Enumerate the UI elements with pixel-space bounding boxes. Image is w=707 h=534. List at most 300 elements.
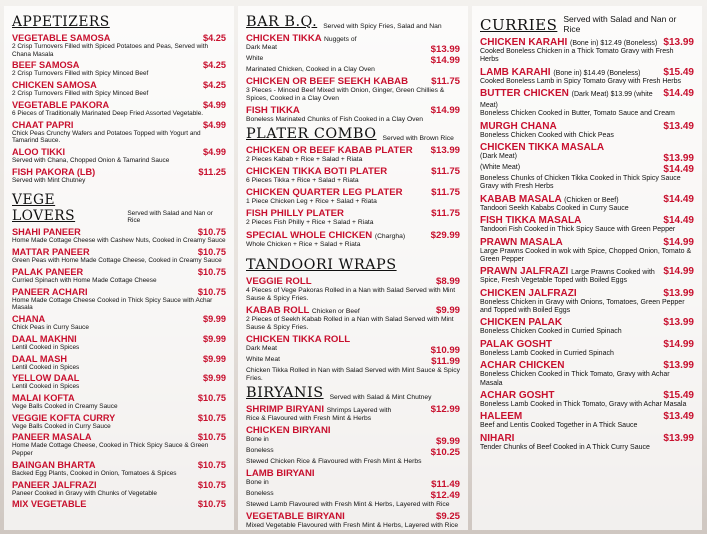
menu-item-note: Chicken or Beef xyxy=(311,307,360,315)
menu-item xyxy=(480,194,694,213)
menu-item-name: VEGGIE ROLL xyxy=(246,275,312,287)
menu-item-note: (Dark Meat) $13.99 (white Meat) xyxy=(480,91,653,110)
menu-item-price: $13.99 xyxy=(663,317,694,329)
menu-item-desc: 2 Crisp Turnovers Filled with Spiced Potatoes and Peas, Served with Chana Masala xyxy=(12,43,209,58)
price-option-label: (White Meat) xyxy=(480,163,521,171)
menu-item-name: ACHAR GOSHT xyxy=(480,390,555,402)
menu-item-row xyxy=(12,80,226,90)
menu-item-row xyxy=(12,499,226,509)
section-vege-lovers xyxy=(12,192,226,509)
menu-item-price: $10.75 xyxy=(197,227,226,238)
section-subtitle: Served with Spicy Fries, Salad and Nan xyxy=(323,23,442,30)
menu-item-note: Shrimps Layered with xyxy=(326,406,392,414)
menu-item-row xyxy=(246,425,460,436)
section-header xyxy=(12,14,226,30)
section-header xyxy=(246,126,460,142)
price-option-value: $10.25 xyxy=(430,447,460,458)
menu-item-name: CHICKEN PALAK xyxy=(480,317,563,329)
menu-item-note: (Bone in) $14.49 (Boneless) xyxy=(553,69,641,77)
menu-item xyxy=(480,411,694,430)
menu-item-desc: 1 Piece Chicken Leg + Rice + Salad + Riata xyxy=(246,198,377,206)
menu-item-note: Nuggets of xyxy=(324,36,357,43)
menu-item xyxy=(480,288,694,316)
menu-item-price: $14.49 xyxy=(663,88,694,100)
menu-item-row xyxy=(12,432,226,442)
section-title: VEGE LOVERS xyxy=(12,192,76,225)
menu-item-row xyxy=(12,480,226,490)
menu-item xyxy=(12,499,226,509)
menu-item xyxy=(12,460,226,478)
menu-item-name: VEGETABLE SAMOSA xyxy=(12,33,111,43)
menu-item-desc: Boneless Chicken Cooked in Butter, Tomato Sauce and Cream xyxy=(480,110,675,118)
menu-item-row xyxy=(12,267,226,277)
menu-item xyxy=(246,145,460,164)
menu-item-desc: 3 Pieces - Minced Beef Mixed with Onion, Ginger, Green Chillies & Spices, Cooked in a Clay Oven xyxy=(246,87,445,103)
menu-item-name: CHICKEN OR BEEF SEEKH KABAB xyxy=(246,76,409,88)
menu-item-row xyxy=(480,317,694,328)
menu-item-desc: Lentil Cooked in Spices xyxy=(12,363,80,371)
menu-item xyxy=(246,105,460,124)
price-option xyxy=(246,55,460,66)
menu-item-desc: Marinated Chicken, Cooked in a Clay Oven xyxy=(246,66,375,73)
menu-item-name: BEEF SAMOSA xyxy=(12,60,80,71)
menu-item-note: (Chicken or Beef) xyxy=(564,196,619,204)
menu-item-row xyxy=(480,433,694,444)
menu-item-name: SHRIMP BIRYANI Shrimps Layered with xyxy=(246,403,392,415)
section-tandoori-wraps xyxy=(246,257,460,383)
menu-item-row xyxy=(480,194,694,205)
menu-item-desc: Home Made Cottage Cheese with Cashew Nuts, Cooked in Creamy Sauce xyxy=(12,237,226,245)
price-option-value: $10.99 xyxy=(430,344,460,356)
menu-item-name: PRAWN JALFRAZI Large Prawns Cooked with xyxy=(480,266,655,278)
section-title: BAR B.Q. xyxy=(246,14,318,30)
menu-item-row xyxy=(246,105,460,116)
section-header xyxy=(246,385,460,401)
menu-item-desc: Boneless Lamb Cooked in Curried Spinach xyxy=(480,349,614,357)
menu-item-row xyxy=(480,266,694,277)
menu-item-row xyxy=(480,411,694,422)
menu-item-row xyxy=(12,100,226,110)
menu-item xyxy=(12,267,226,285)
menu-item-desc: Lentil Cooked in Spices xyxy=(12,343,80,351)
section-title: TANDOORI WRAPS xyxy=(246,256,397,273)
menu-item-price: $9.99 xyxy=(203,314,226,325)
menu-item-price: $14.49 xyxy=(663,193,694,205)
menu-item-price: $9.99 xyxy=(203,333,226,344)
menu-item xyxy=(12,120,226,145)
price-option-value: $13.99 xyxy=(430,44,460,55)
menu-item-desc: Home Made Cottage Cheese Cooked in Thick Spicy Sauce with Achar Masala xyxy=(12,296,213,312)
menu-item-row xyxy=(246,145,460,156)
menu-item-row xyxy=(480,88,694,110)
menu-item-name: SPECIAL WHOLE CHICKEN (Chargha) xyxy=(246,229,406,241)
menu-item-name: FISH TIKKA xyxy=(246,105,300,117)
menu-item-name: ALOO TIKKI xyxy=(12,147,66,158)
menu-item-desc: Vege Balls Cooked in Creamy Sauce xyxy=(12,402,118,410)
menu-item-price: $14.99 xyxy=(663,338,694,350)
section-bar-bq xyxy=(246,14,460,124)
menu-item-row xyxy=(246,33,460,44)
menu-item-name: FISH PAKORA (LB) xyxy=(12,166,96,177)
price-option-label: Boneless xyxy=(246,447,274,454)
menu-item-price: $4.25 xyxy=(203,80,226,91)
menu-item-desc: Mixed Vegetable Flavoured with Fresh Mint & Herbs, Layered with Rice xyxy=(246,522,459,530)
menu-item-price: $13.49 xyxy=(663,120,694,132)
menu-item-desc: Curried Spinach with Home Made Cottage Cheese xyxy=(12,276,157,284)
menu-item-price: $11.75 xyxy=(431,187,460,199)
menu-item-desc: Green Peas with Home Made Cottage Cheese, Cooked in Creamy Sauce xyxy=(12,257,222,265)
menu-item xyxy=(480,67,694,86)
menu-item-price: $12.99 xyxy=(430,403,460,415)
menu-item xyxy=(12,354,226,372)
menu-item-desc: Paneer Cooked in Gravy with Chunks of Vegetable xyxy=(12,489,157,497)
menu-item-row xyxy=(246,468,460,479)
menu-item-row xyxy=(246,187,460,198)
menu-item-name: MURGH CHANA xyxy=(480,120,557,132)
menu-item-row xyxy=(480,142,694,153)
menu-item-price: $10.75 xyxy=(197,286,226,297)
menu-item xyxy=(246,334,460,383)
menu-item xyxy=(12,373,226,391)
section-header xyxy=(246,257,460,273)
price-option-label: White Meat xyxy=(246,355,280,363)
section-header xyxy=(12,192,226,224)
menu-item-row xyxy=(12,334,226,344)
menu-item-row xyxy=(12,314,226,324)
menu-item xyxy=(480,37,694,65)
menu-item-row xyxy=(480,237,694,248)
price-option-label: (Dark Meat) xyxy=(480,152,517,160)
section-biryanis xyxy=(246,385,460,530)
menu-item xyxy=(12,33,226,58)
menu-item-row xyxy=(246,230,460,241)
price-option-label: White xyxy=(246,55,264,62)
menu-item-row xyxy=(480,390,694,401)
section-title: PLATER COMBO xyxy=(246,126,377,143)
menu-item-price: $10.75 xyxy=(197,392,226,403)
price-option xyxy=(246,345,460,356)
menu-item-price: $10.75 xyxy=(197,499,226,510)
menu-item-row xyxy=(246,404,460,415)
menu-item-name: CHAAT PAPRI xyxy=(12,119,74,130)
menu-item-row xyxy=(12,247,226,257)
menu-item-name: SHAHI PANEER xyxy=(12,227,81,238)
menu-item-desc: Boneless Chicken Cooked with Chick Peas xyxy=(480,131,614,139)
menu-item-name: CHICKEN TIKKA Nuggets of xyxy=(246,33,357,44)
menu-item xyxy=(12,314,226,332)
menu-item-price: $9.99 xyxy=(435,304,460,316)
menu-item-desc: Boneless Chunks of Chicken Tikka Cooked in Thick Spicy Sauce Gravy with Fresh Herbs xyxy=(480,174,681,191)
menu-item-desc: Vege Balls Cooked in Curry Sauce xyxy=(12,422,111,430)
menu-item xyxy=(12,60,226,78)
menu-item-name: PRAWN MASALA xyxy=(480,236,563,248)
menu-item-desc: 6 Pieces of Traditionally Marinated Deep Fried Assorted Vegetable. xyxy=(12,109,204,117)
menu-item-name: BAINGAN BHARTA xyxy=(12,459,96,470)
menu-item-price: $14.99 xyxy=(663,236,694,248)
section-plater-combo xyxy=(246,126,460,248)
menu-item-desc: Lentil Cooked in Spices xyxy=(12,383,80,391)
price-option xyxy=(480,164,694,175)
menu-item-name: YELLOW DAAL xyxy=(12,373,80,384)
menu-item-desc: Boneless Chicken Cooked in Curried Spinach xyxy=(480,328,622,336)
section-subtitle: Served with Salad and Nan or Rice xyxy=(127,210,213,225)
menu-item-price: $10.75 xyxy=(197,266,226,277)
price-option-label: Dark Meat xyxy=(246,44,277,51)
menu-item-desc: Spice, Fresh Vegetable Toped with Boiled Eggs xyxy=(480,277,627,285)
menu-item xyxy=(12,80,226,98)
price-option xyxy=(246,447,460,458)
menu-item-name: KABAB MASALA (Chicken or Beef) xyxy=(480,193,619,205)
menu-item-desc: Large Prawns Cooked in wok with Spice, Chopped Onion, Tomato & Green Pepper xyxy=(480,247,692,263)
menu-item xyxy=(246,305,460,332)
menu-item-row xyxy=(246,511,460,522)
menu-item-row xyxy=(480,288,694,299)
menu-item-name: CHICKEN SAMOSA xyxy=(12,80,97,91)
menu-item-row xyxy=(246,166,460,177)
menu-item-desc: Backed Egg Plants, Cooked in Onion, Tomatoes & Spices xyxy=(12,469,177,477)
menu-item-name: FISH TIKKA MASALA xyxy=(480,215,582,227)
menu-item-desc: 2 Crisp Turnovers Filled with Spicy Minced Beef xyxy=(12,70,149,78)
menu-item xyxy=(480,390,694,409)
section-appetizers xyxy=(12,14,226,184)
menu-item-desc: 2 Pieces Kabab + Rice + Salad + Riata xyxy=(246,156,363,164)
menu-item-row xyxy=(12,354,226,364)
menu-item-note: Large Prawns Cooked with xyxy=(571,269,655,277)
menu-item-name: VEGGIE KOFTA CURRY xyxy=(12,412,116,423)
menu-item-row xyxy=(12,60,226,70)
menu-item xyxy=(246,187,460,206)
menu-item-name: CHICKEN TIKKA MASALA xyxy=(480,141,605,153)
menu-item-name: MATTAR PANEER xyxy=(12,247,90,258)
menu-item xyxy=(480,339,694,358)
menu-item-desc: Cooked Boneless Lamb in Spicy Tomato Gravy with Fresh Herbs xyxy=(480,77,682,85)
menu-item xyxy=(480,317,694,336)
menu-item-price: $4.25 xyxy=(203,60,226,71)
menu-item xyxy=(12,432,226,457)
menu-item-row xyxy=(12,373,226,383)
menu-item xyxy=(480,266,694,285)
menu-item-row xyxy=(480,67,694,78)
menu-item-row xyxy=(12,147,226,157)
menu-item-name: CHICKEN KARAHI (Bone in) $12.49 (Boneless) xyxy=(480,37,658,48)
price-option xyxy=(246,436,460,447)
menu-item-desc: Boneless Chicken in Gravy with Onions, Tomatoes, Green Pepper and Topped with Boiled Eggs xyxy=(480,298,685,315)
menu-item-price: $10.75 xyxy=(197,412,226,423)
menu-item xyxy=(480,142,694,192)
menu-item-price: $13.99 xyxy=(663,432,694,444)
menu-item-row xyxy=(12,120,226,130)
section-subtitle: Served with Salad and Nan or Rice xyxy=(563,14,677,34)
menu-item-row xyxy=(480,215,694,226)
menu-item-name: LAMB BIRYANI xyxy=(246,468,315,480)
menu-item-desc: Boneless Lamb Cooked in Thick Tomato, Gravy with Achar Masala xyxy=(480,401,687,409)
menu-item xyxy=(12,480,226,498)
menu-item-name: PANEER ACHARI xyxy=(12,286,88,297)
menu-item-price: $10.75 xyxy=(197,459,226,470)
menu-item-price: $14.49 xyxy=(663,215,694,227)
menu-item xyxy=(246,230,460,249)
menu-item-desc: Tandoori Seekh Kababs Cooked in Curry Sauce xyxy=(480,204,629,212)
menu-item-row xyxy=(246,334,460,345)
section-header xyxy=(246,14,460,30)
menu-item-desc: Stewed Lamb Flavoured with Fresh Mint & Herbs, Layered with Rice xyxy=(246,501,450,509)
menu-item xyxy=(480,121,694,140)
menu-item-row xyxy=(246,276,460,287)
menu-item xyxy=(480,215,694,234)
menu-item-name: VEGETABLE PAKORA xyxy=(12,99,110,110)
menu-item-name: PANEER JALFRAZI xyxy=(12,479,97,490)
menu-item-price: $13.49 xyxy=(663,411,694,423)
menu-item-name: CHICKEN TIKKA ROLL xyxy=(246,333,351,345)
menu-item xyxy=(12,247,226,265)
menu-item-row xyxy=(12,33,226,43)
menu-item-price: $29.99 xyxy=(430,229,460,241)
menu-item-price: $14.99 xyxy=(663,266,694,278)
menu-item xyxy=(246,76,460,103)
menu-item-row xyxy=(246,305,460,316)
menu-item-name: PALAK PANEER xyxy=(12,266,84,277)
menu-item-price: $8.99 xyxy=(435,275,460,287)
menu-item-price: $10.75 xyxy=(197,432,226,443)
menu-item-row xyxy=(12,167,226,177)
menu-item xyxy=(246,511,460,530)
menu-item-row xyxy=(12,227,226,237)
menu-item xyxy=(246,166,460,185)
menu-item-desc: Boneless Marinated Chunks of Fish Cooked in a Clay Oven xyxy=(246,116,424,124)
menu-item-desc: Chicken Tikka Rolled in Nan with Salad Served with Mint Sauce & Spicy Fries. xyxy=(246,366,460,382)
menu-item-desc: Tender Chunks of Beef Cooked in A Thick Curry Sauce xyxy=(480,443,650,451)
menu-item-price: $4.99 xyxy=(203,147,226,158)
menu-item-name: BUTTER CHICKEN (Dark Meat) $13.99 (white Meat) xyxy=(480,88,653,110)
price-option-value: $14.99 xyxy=(430,55,460,66)
menu-item-name: HALEEM xyxy=(480,411,523,423)
menu-item-row xyxy=(246,76,460,87)
menu-item-name: PALAK GOSHT xyxy=(480,338,553,350)
menu-item xyxy=(246,33,460,74)
section-title: BIRYANIS xyxy=(246,384,324,401)
price-option xyxy=(246,479,460,490)
menu-item-price: $11.75 xyxy=(431,76,460,88)
section-subtitle: Served with Brown Rice xyxy=(382,135,454,143)
price-option xyxy=(246,44,460,55)
menu-item-desc: Cooked Boneless Chicken in a Thick Tomato Gravy with Fresh Herbs xyxy=(480,48,674,64)
price-option-value: $14.49 xyxy=(663,163,694,175)
menu-item-price: $4.99 xyxy=(203,119,226,130)
menu-item-price: $10.75 xyxy=(197,479,226,490)
menu-item-price: $10.75 xyxy=(197,247,226,258)
menu-item-price: $11.75 xyxy=(431,166,460,178)
menu-item xyxy=(12,100,226,118)
menu-item-note: (Bone in) $12.49 (Boneless) xyxy=(570,40,658,47)
menu-item-desc: Stewed Chicken Rice & Flavoured with Fresh Mint & Herbs xyxy=(246,458,422,465)
menu-item-row xyxy=(480,37,694,48)
menu-item xyxy=(12,393,226,411)
column-left xyxy=(4,6,234,530)
menu-item-desc: 2 Pieces of Seekh Kabab Rolled in a Nan with Salad Served with Mint Sause & Spicy Fries. xyxy=(246,315,454,331)
menu-item-price: $13.99 xyxy=(663,287,694,299)
menu-item-name: CHICKEN BIRYANI xyxy=(246,425,331,436)
section-curries xyxy=(480,14,694,452)
column-right xyxy=(472,6,702,530)
menu-item xyxy=(246,468,460,509)
menu-item-note: (Chargha) xyxy=(374,232,406,240)
menu-item-row xyxy=(480,360,694,371)
section-title: CURRIES xyxy=(480,16,558,34)
menu-item-price: $11.75 xyxy=(431,208,460,220)
menu-item xyxy=(246,276,460,303)
menu-item-name: CHICKEN TIKKA BOTI PLATER xyxy=(246,166,388,178)
menu-item-name: DAAL MAKHNI xyxy=(12,333,77,344)
menu-item-desc: Whole Chicken + Rice + Salad + Riata xyxy=(246,240,361,248)
menu-item-desc: Chick Peas Crunchy Wafers and Potatoes Topped with Yogurt and Tamarind Sauce. xyxy=(12,129,201,145)
menu-item-desc: Served with Mint Chutney xyxy=(12,176,86,184)
menu-item-name: ACHAR CHICKEN xyxy=(480,360,565,372)
menu-item-desc: Tandoori Fish Cooked in Thick Spicy Sauce with Green Pepper xyxy=(480,226,676,234)
price-option-label: Dark Meat xyxy=(246,344,277,352)
menu-item-name: NIHARI xyxy=(480,432,515,444)
menu-item-name: VEGETABLE BIRYANI xyxy=(246,511,345,523)
menu-item-desc: 2 Crisp Turnovers Filled with Spicy Minced Beef xyxy=(12,90,149,98)
price-option-value: $9.99 xyxy=(435,436,460,447)
menu-item-desc: 4 Pieces of Vege Pakoras Rolled in a Nan with Salad Served with Mint Sause & Spicy Fries. xyxy=(246,286,456,302)
menu-item-desc: Home Made Cottage Cheese, Cooked in Thick Spicy Sauce & Green Pepper xyxy=(12,442,209,458)
section-header xyxy=(480,14,694,34)
menu-item xyxy=(12,413,226,431)
column-middle xyxy=(238,6,468,530)
menu-item-desc: Served with Chana, Chopped Onion & Tamarind Sauce xyxy=(12,157,170,165)
menu-item-name: CHANA xyxy=(12,314,46,325)
menu-item-row xyxy=(480,121,694,132)
menu-item-price: $9.25 xyxy=(435,511,460,523)
price-option-value: $13.99 xyxy=(663,152,694,164)
menu-item-price: $9.99 xyxy=(203,353,226,364)
menu-item-row xyxy=(12,393,226,403)
price-option-value: $11.49 xyxy=(431,479,460,491)
menu-item-desc: Boneless Chicken Cooked in Thick Tomato, Gravy with Achar Masala xyxy=(480,371,670,387)
menu-item-name: DAAL MASH xyxy=(12,353,67,364)
price-option-label: Bone in xyxy=(246,479,269,487)
section-subtitle: Served with Salad & Mint Chutney xyxy=(329,393,432,401)
menu-item-row xyxy=(12,413,226,423)
menu-item xyxy=(12,227,226,245)
menu-item-price: $11.25 xyxy=(198,166,226,177)
menu-item-price: $13.99 xyxy=(663,37,694,48)
menu-item xyxy=(12,287,226,312)
menu-item-row xyxy=(12,460,226,470)
menu-item xyxy=(12,334,226,352)
price-option xyxy=(480,153,694,164)
menu-item xyxy=(246,208,460,227)
menu-item xyxy=(12,147,226,165)
menu-item-price: $13.99 xyxy=(430,145,460,157)
menu-item-name: LAMB KARAHI (Bone in) $14.49 (Boneless) xyxy=(480,66,641,78)
menu-item-price: $15.49 xyxy=(663,66,694,78)
price-option xyxy=(246,356,460,367)
menu-item-name: MALAI KOFTA xyxy=(12,392,75,403)
menu-item-name: CHICKEN OR BEEF KABAB PLATER xyxy=(246,145,413,157)
menu-item-name: KABAB ROLL Chicken or Beef xyxy=(246,304,360,316)
price-option-value: $12.49 xyxy=(430,490,460,502)
menu-item xyxy=(12,167,226,185)
menu-item-row xyxy=(12,287,226,297)
menu-item-name: CHICKEN JALFRAZI xyxy=(480,287,577,299)
menu-item-name: PANEER MASALA xyxy=(12,432,92,443)
menu-item-desc: 6 Pieces Tikka + Rice + Salad + Riata xyxy=(246,177,359,185)
menu-item-price: $14.99 xyxy=(430,105,460,117)
menu-item-price: $15.49 xyxy=(663,390,694,402)
menu-item xyxy=(480,433,694,452)
menu-item-price: $4.25 xyxy=(203,33,226,43)
